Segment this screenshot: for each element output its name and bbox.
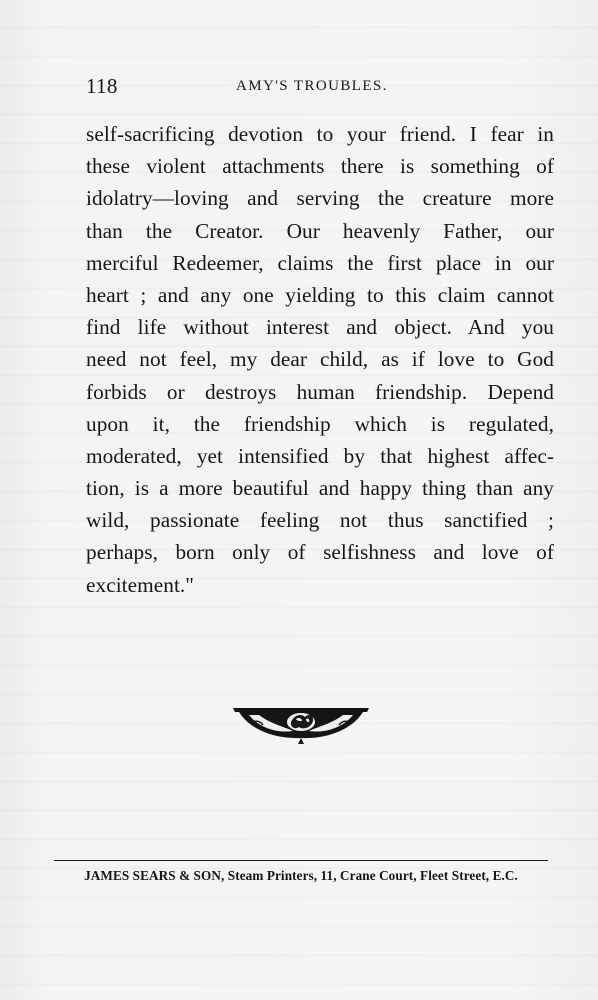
text-line: tion, is a more beautiful and happy thing than any	[86, 476, 554, 501]
text-line: perhaps, born only of selfishness and love of	[86, 540, 554, 565]
text-line: these violent attachments there is something of	[86, 154, 554, 179]
text-line: than the Creator. Our heavenly Father, our	[86, 218, 554, 243]
text-line: heart ; and any one yielding to this claim cannot	[86, 282, 554, 307]
text-line: self-sacrificing devotion to your friend. I fear in	[86, 122, 554, 146]
text-line: moderated, yet intensified by that highest affec-	[86, 443, 554, 468]
running-head: AMY'S TROUBLES.	[236, 78, 388, 94]
text-line: upon it, the friendship which is regulated,	[86, 411, 554, 436]
text-line: wild, passionate feeling not thus sanctified ;	[86, 508, 554, 533]
page-number: 118	[86, 74, 118, 98]
text-line: find life without interest and object. And you	[86, 315, 554, 340]
page-header	[86, 74, 556, 106]
text-line: excitement."	[86, 572, 195, 597]
text-line: forbids or destroys human friendship. Depend	[86, 379, 554, 404]
text-line: idolatry—loving and serving the creature more	[86, 186, 554, 211]
text-line: merciful Redeemer, claims the first place in our	[86, 250, 554, 275]
body-text	[86, 118, 554, 601]
text-line: need not feel, my dear child, as if love to God	[86, 347, 554, 372]
tailpiece-ornament-icon	[231, 700, 371, 744]
printer-imprint: JAMES SEARS & SON, Steam Printers, 11, Crane Court, Fleet Street, E.C.	[54, 860, 548, 884]
